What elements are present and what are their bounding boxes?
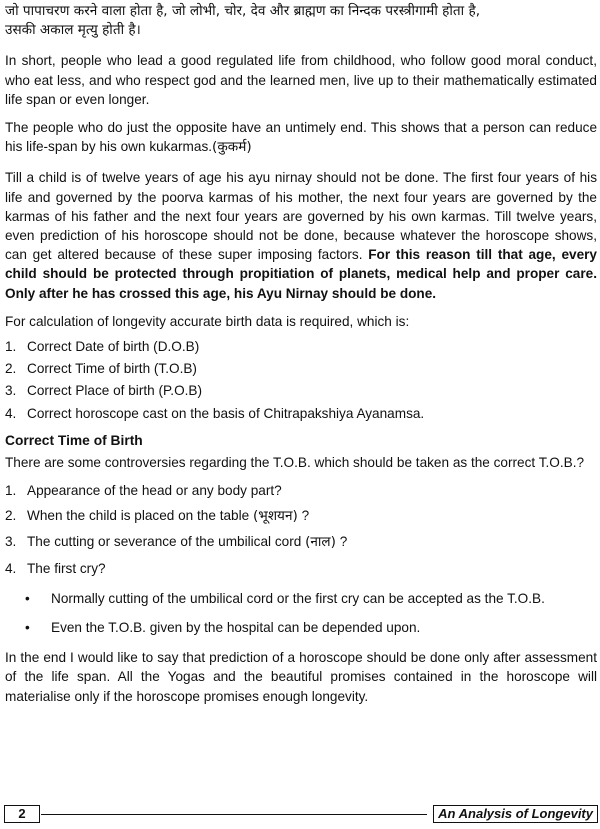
paragraph-opposite	[5, 118, 597, 157]
footer-rule	[41, 814, 427, 815]
paragraph-twelve-bold: For this reason till that age, every child should be protected through propitiation of planets, medical help and proper care. Only after he has crossed this age, his Ayu Nirnay should be done.	[5, 247, 597, 301]
hindi-line-2: उसकी अकाल मृत्यु होती है।	[5, 22, 141, 39]
list-item: 3. The cutting or severance of the umbilical cord (नाल) ?	[5, 534, 348, 551]
hindi-line-1: जो पापाचरण करने वाला होता है, जो लोभी, चोर, देव और ब्राह्मण का निन्दक परस्त्रीगामी होता है,	[5, 3, 481, 19]
bullet-item: • Even the T.O.B. given by the hospital can be depended upon.	[5, 618, 597, 637]
list-item: 1. Appearance of the head or any body part?	[5, 483, 282, 499]
paragraph-opposite-text: The people who do just the opposite have an untimely end. This shows that a person can reduce his life-span by his own kukarmas.	[5, 120, 597, 155]
paragraph-calculation: For calculation of longevity accurate birth data is required, which is:	[5, 313, 410, 329]
list-item: 3. Correct Place of birth (P.O.B)	[5, 383, 203, 399]
bullet-icon: •	[25, 620, 30, 636]
paragraph-conclusion: In the end I would like to say that prediction of a horoscope should be done only after assessment of the life span. All the Yogas and the beautiful promises contained in the horoscope will materialise only if the horoscope promises enough longevity.	[5, 650, 597, 704]
list-item: 4. The first cry?	[5, 560, 106, 576]
list-item: 1. Correct Date of birth (D.O.B)	[5, 339, 200, 355]
naal-devanagari: (नाल)	[305, 534, 336, 551]
bullet-list	[5, 589, 597, 637]
kukarma-devanagari: (कुकर्म)	[212, 139, 252, 156]
section-heading: Correct Time of Birth	[5, 432, 143, 448]
paragraph-controversy: There are some controversies regarding the T.O.B. which should be taken as the correct T.O.B.?	[5, 454, 585, 470]
list-item: 2. Correct Time of birth (T.O.B)	[5, 361, 197, 377]
paragraph-twelve-years	[5, 168, 597, 302]
bhushayan-devanagari: (भूशयन)	[252, 508, 298, 525]
paragraph-twelve-regular: Till a child is of twelve years of age his ayu nirnay should not be done. The first four years of his life and governed by the poorva karmas of his mother, the next four years are governed by the karmas of his father and the next four years are governed by his own karmas. Till twelve years, even prediction of his horoscope should not be done, because whatever the horoscope shows, can get altered because of these super imposing factors.	[5, 170, 597, 263]
bullet-item: • Normally cutting of the umbilical cord or the first cry can be accepted as the T.O.B.	[5, 589, 597, 608]
page-number: 2	[4, 805, 40, 823]
paragraph-in-short: In short, people who lead a good regulated life from childhood, who follow good moral conduct, who eat less, and who respect god and the learned men, live up to their mathematically estimated life span or even longer.	[5, 53, 597, 107]
page-content	[5, 2, 597, 706]
tob-options-list	[5, 481, 597, 578]
page-footer	[4, 805, 598, 823]
list-item: 4. Correct horoscope cast on the basis of Chitrapakshiya Ayanamsa.	[5, 405, 425, 421]
book-title: An Analysis of Longevity	[433, 805, 598, 823]
bullet-icon: •	[25, 590, 30, 606]
birth-data-list	[5, 337, 597, 423]
hindi-paragraph	[5, 2, 597, 40]
list-item: 2. When the child is placed on the table (भूशयन) ?	[5, 508, 310, 525]
